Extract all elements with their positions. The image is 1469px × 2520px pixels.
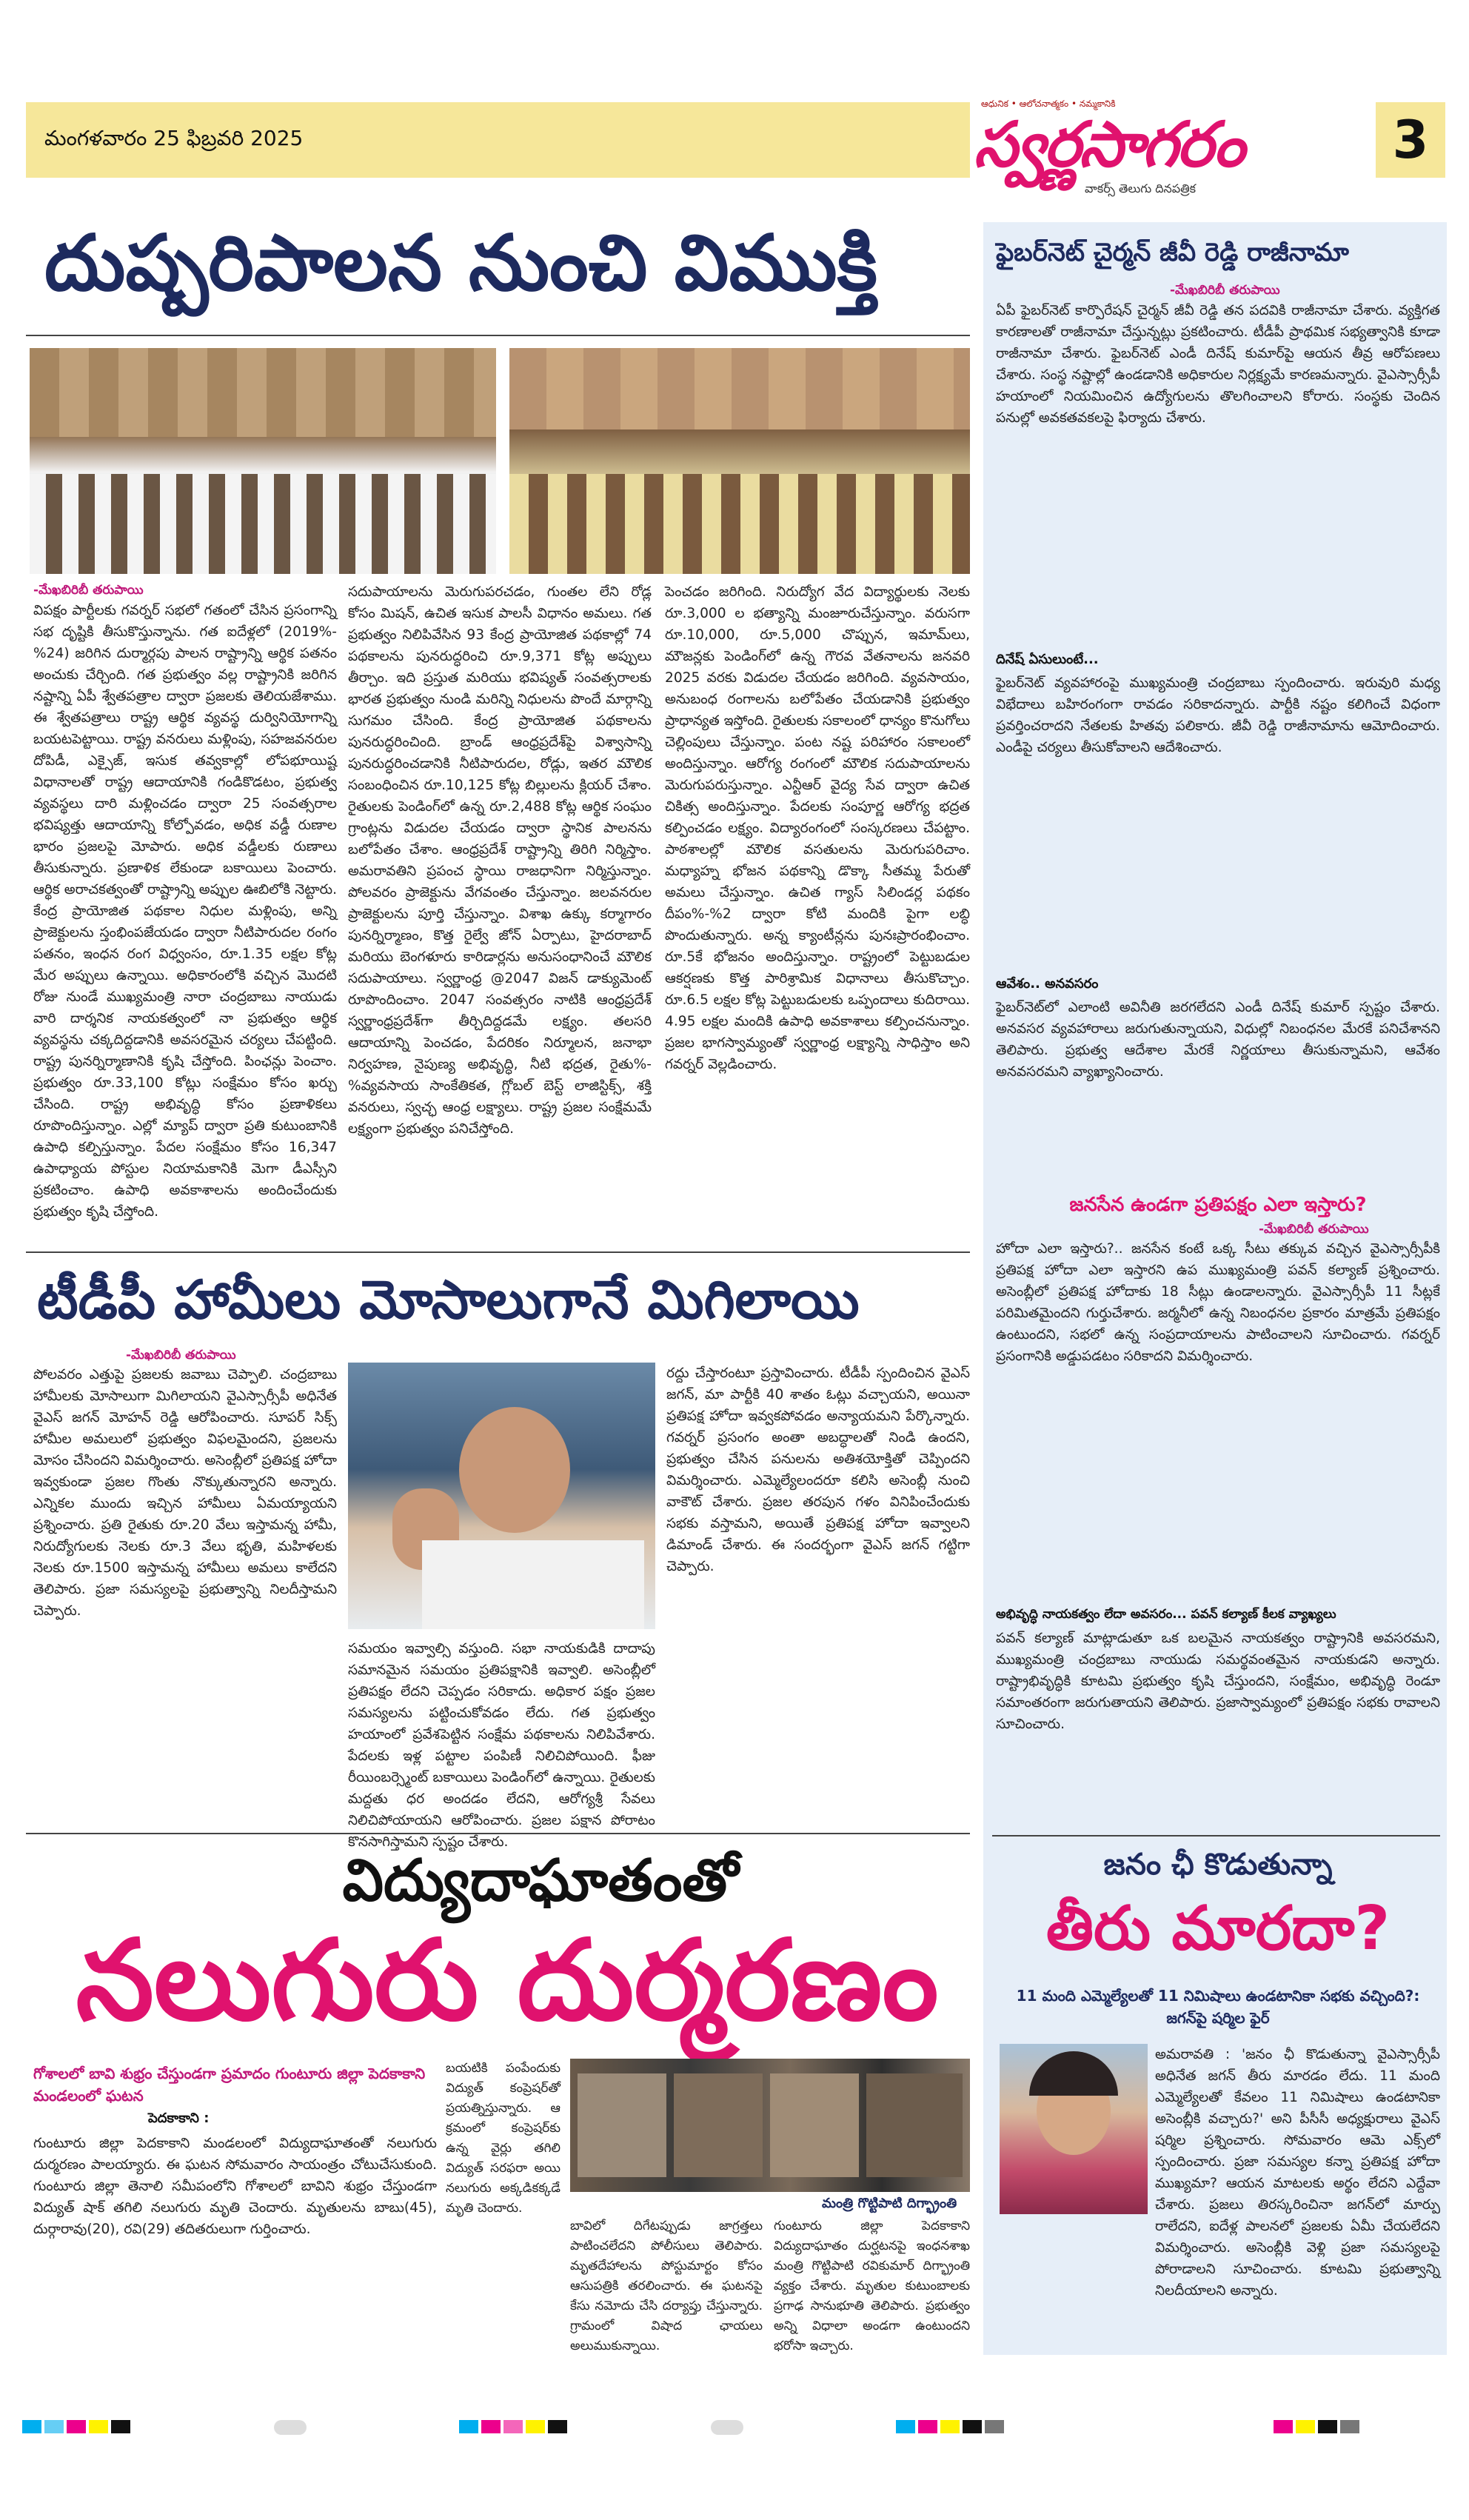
story2-byline: -మేఖబిరిబీ తరుపాయి	[126, 1348, 236, 1363]
assembly-photo-right	[509, 348, 970, 574]
page-number: 3	[1376, 102, 1445, 178]
story3-kicker: గోశాలలో బావి శుభ్రం చేస్తుండగా ప్రమాదం గుంటూరు జిల్లా పెదకాకాని మండలంలో ఘటన	[33, 2065, 426, 2105]
story3-column-2: బయటికి పంపేందుకు విద్యుత్ కంప్రెషర్‌తో ప్రయత్నిస్తున్నారు. ఆ క్రమంలో కంప్రెషర్‌కు ఉన్న వైర్లు తగిలి విద్యుత్ సరఫరా అయి నలుగురు అక్కడికక్కడే మృతి చెందారు.	[446, 2061, 561, 2216]
sidebar-story1-byline: -మేఖబిరిబీ తరుపాయి	[1170, 283, 1280, 298]
sidebar-story1-headline: ఫైబర్‌నెట్ చైర్మన్ జీవీ రెడ్డి రాజీనామా	[996, 238, 1349, 267]
sidebar-story3-headline-big: తీరు మారదా?	[1045, 1894, 1391, 1964]
sidebar-story2-headline: జనసేన ఉండగా ప్రతిపక్షం ఎలా ఇస్తారు?	[1069, 1194, 1367, 1216]
victims-photos	[570, 2059, 970, 2192]
jagan-photo	[348, 1363, 655, 1629]
story2-column-2: సమయం ఇవ్వాల్సి వస్తుంది. సభా నాయకుడికి దాదాపు సమానమైన సమయం ప్రతిపక్షానికి ఇవ్వాలి. అసెంబ్లీలో ప్రతిపక్షం లేదని చెప్పడం సరికాదు. అధికార పక్షం ప్రజల సమస్యలను పట్టించుకోవడం లేదు. గత ప్రభుత్వం హయాంలో ప్రవేశపెట్టిన సంక్షేమ పథకాలను నిలిపివేశారు. పేదలకు ఇళ్ల పట్టాల పంపిణీ నిలిచిపోయింది. ఫీజు రీయింబర్స్మెంట్ బకాయిలు పెండింగ్‌లో ఉన్నాయి. రైతులకు మద్దతు ధర అందడం లేదని, ఆరోగ్యశ్రీ సేవలు నిలిచిపోయాయని ఆరోపించారు. ప్రజల పక్షాన పోరాటం కొనసాగిస్తామని స్పష్టం చేశారు.	[348, 1641, 655, 1850]
story2-headline: టీడీపీ హామీలు మోసాలుగానే మిగిలాయి	[37, 1269, 860, 1331]
sidebar-story1-body: ఏపీ ఫైబర్‌నెట్ కార్పొరేషన్ చైర్మన్ జీవీ రెడ్డి తన పదవికి రాజీనామా చేశారు. వ్యక్తిగత కారణాలతో రాజీనామా చేస్తున్నట్లు ప్రకటించారు. టీడీపీ ప్రాథమిక సభ్యత్వానికి కూడా రాజీనామా చేశారు. ఫైబర్‌నెట్ ఎండీ దినేష్ కుమార్‌పై ఆయన తీవ్ర ఆరోపణలు చేశారు. సంస్థ నష్టాల్లో ఉండడానికి అధికారుల నిర్లక్ష్యమే కారణమన్నారు. వైఎస్సార్సీపీ హయాంలో నియమించిన ఉద్యోగులను తొలగించాలని కోరారు. సంస్థకు చెందిన పనుల్లో అవకతవకలపై ఫిర్యాదు చేశారు.	[996, 303, 1440, 426]
issue-date: మంగళవారం 25 ఫిబ్రవరి 2025	[44, 126, 304, 150]
sidebar-subheading-2: ఆవేశం.. అనవసరం	[996, 976, 1099, 992]
sidebar-story1-body-2: ఫైబర్‌నెట్ వ్యవహారంపై ముఖ్యమంత్రి చంద్రబాబు స్పందించారు. ఇరువురి మధ్య విభేదాలు బహిరంగంగా రావడం సరికాదన్నారు. పార్టీకి నష్టం కలిగించే విధంగా ప్రవర్తించరాదని నేతలకు హితవు పలికారు. జీవీ రెడ్డి రాజీనామాను ఆమోదించారు. ఎండీపై చర్యలు తీసుకోవాలని ఆదేశించారు.	[996, 675, 1440, 755]
divider	[26, 1833, 970, 1834]
story1-byline: -మేఖబిరిబీ తరుపాయి	[33, 583, 144, 598]
masthead-title: స్వర్ణసాగరం	[974, 107, 1244, 181]
story3-column-3: బావిలో దిగేటప్పుడు జాగ్రత్తలు పాటించలేదని పోలీసులు తెలిపారు. మృతదేహాలను పోస్టుమార్టం కోసం ఆసుపత్రికి తరలించారు. ఈ ఘటనపై కేసు నమోదు చేసి దర్యాప్తు చేస్తున్నారు. గ్రామంలో విషాద ఛాయలు అలుముకున్నాయి.	[570, 2219, 763, 2353]
story1-column-3: పెంచడం జరిగింది. నిరుద్యోగ వేద విద్యార్థులకు నెలకు రూ.3,000 ల భత్యాన్ని మంజూరుచేస్తున్నాం. వరుసగా రూ.10,000, రూ.5,000 చొప్పున, ఇమామ్‌లు, మౌజన్లకు పెండింగ్‌లో ఉన్న గౌరవ వేతనాలను జనవరి 2025 వరకు విడుదల చేయడం జరిగింది. వ్యవసాయం, అనుబంధ రంగాలను బలోపేతం చేయడానికి ప్రభుత్వం ప్రాధాన్యత ఇస్తోంది. రైతులకు సకాలంలో ధాన్యం కొనుగోలు చెల్లింపులు చేస్తున్నాం. పంట నష్ట పరిహారం సకాలంలో అందిస్తున్నాం. ఆరోగ్య రంగంలో మౌలిక సదుపాయాలను మెరుగుపరుస్తున్నాం. ఎన్టీఆర్ వైద్య సేవ ద్వారా ఉచిత చికిత్స అందిస్తున్నాం. పేదలకు సంపూర్ణ ఆరోగ్య భద్రత కల్పించడం లక్ష్యం. విద్యారంగంలో సంస్కరణలు చేపట్టాం. పాఠశాలల్లో మౌలిక వసతులను మెరుగుపరిచాం. మధ్యాహ్న భోజన పథకాన్ని డొక్కా సీతమ్మ పేరుతో అమలు చేస్తున్నాం. ఉచిత గ్యాస్ సిలిండర్ల పథకం దీపం%-%2 ద్వారా కోటి మందికి పైగా లబ్ధి పొందుతున్నారు. అన్న క్యాంటీన్లను పునఃప్రారంభించాం. రూ.5కే భోజనం అందిస్తున్నాం. రాష్ట్రంలో పెట్టుబడుల ఆకర్షణకు కొత్త పారిశ్రామిక విధానాలు తీసుకొచ్చాం. రూ.6.5 లక్షల కోట్ల పెట్టుబడులకు ఒప్పందాలు కుదిరాయి. 4.95 లక్షల మందికి ఉపాధి అవకాశాలు కల్పించనున్నాం. ప్రజల భాగస్వామ్యంతో స్వర్ణాంధ్ర లక్ష్యాన్ని సాధిస్తాం అని గవర్నర్ వెల్లడించారు.	[665, 584, 970, 1072]
story1-column-2: సదుపాయాలను మెరుగుపరచడం, గుంతల లేని రోడ్ల కోసం మిషన్, ఉచిత ఇసుక పాలసీ విధానం అమలు. గత ప్రభుత్వం నిలిపివేసిన 93 కేంద్ర ప్రాయోజిత పథకాల్లో 74 పథకాలను పునరుద్ధరించి రూ.9,371 కోట్ల అప్పులు తీర్చాం. ఇది ప్రస్తుత మరియు భవిష్యత్ సంవత్సరాలకు భారత ప్రభుత్వం నుండి మరిన్ని నిధులను పొందే మార్గాన్ని సుగమం చేసింది. కేంద్ర ప్రాయోజిత పథకాలను పునరుద్ధరించింది. బ్రాండ్ ఆంధ్రప్రదేశ్‌పై విశ్వాసాన్ని పునరుద్ధరించడానికి నీటిపారుదల, రోడ్లు, ఇతర మౌలిక సంబంధించిన రూ.10,125 కోట్ల బిల్లులను క్లియర్ చేశాం. రైతులకు పెండింగ్‌లో ఉన్న రూ.2,488 కోట్ల ఆర్థిక సంఘం గ్రాంట్లను విడుదల చేయడం ద్వారా స్థానిక పాలనను బలోపేతం చేశాం. ఆంధ్రప్రదేశ్ రాష్ట్రాన్ని తిరిగి నిర్మిస్తాం. అమరావతిని ప్రపంచ స్థాయి రాజధానిగా నిర్మిస్తున్నాం. పోలవరం ప్రాజెక్టును వేగవంతం చేస్తున్నాం. జలవనరుల ప్రాజెక్టులను పూర్తి చేస్తున్నాం. విశాఖ ఉక్కు కర్మాగారం పునర్నిర్మాణం, కొత్త రైల్వే జోన్ ఏర్పాటు, హైదరాబాద్ మరియు బెంగళూరు కారిడార్లను అనుసంధానించే మౌలిక సదుపాయాలు. స్వర్ణాంధ్ర @2047 విజన్ డాక్యుమెంట్ రూపొందించాం. 2047 సంవత్సరం నాటికి ఆంధ్రప్రదేశ్ స్వర్ణాంధ్రప్రదేశ్‌గా తీర్చిదిద్దడమే లక్ష్యం. తలసరి ఆదాయాన్ని పెంచడం, పేదరికం నిర్మూలన, జనాభా నిర్వహణ, నైపుణ్య అభివృద్ధి, నీటి భద్రత, రైతు%-%వ్యవసాయ సాంకేతికత, గ్లోబల్ బెస్ట్ లాజిస్టిక్స్, శక్తి వనరులు, స్వచ్ఛ ఆంధ్ర లక్ష్యాలు. రాష్ట్ర ప్రజల సంక్షేమమే లక్ష్యంగా ప్రభుత్వం పనిచేస్తోంది.	[348, 584, 652, 1137]
masthead-topline: ఆధునిక • ఆలోచనాత్మకం • నమ్మకానికి	[981, 98, 1116, 109]
story3-column-4: గుంటూరు జిల్లా పెదకాకాని విద్యుదాఘాతం దుర్ఘటనపై ఇంధనశాఖ మంత్రి గొట్టిపాటి రవికుమార్ దిగ్భ్రాంతి వ్యక్తం చేశారు. మృతుల కుటుంబాలకు ప్రగాఢ సానుభూతి తెలిపారు. ప్రభుత్వం అన్ని విధాలా అండగా ఉంటుందని భరోసా ఇచ్చారు.	[774, 2219, 970, 2353]
masthead	[974, 107, 1322, 196]
sidebar-story2-body-2: పవన్ కల్యాణ్ మాట్లాడుతూ ఒక బలమైన నాయకత్వం రాష్ట్రానికి అవసరమని, ముఖ్యమంత్రి చంద్రబాబు నాయుడు సమర్థవంతమైన నాయకుడని అన్నారు. రాష్ట్రాభివృద్ధికి కూటమి ప్రభుత్వం కృషి చేస్తుందని, సంక్షేమం, అభివృద్ధి రెండూ సమాంతరంగా జరుగుతాయని తెలిపారు. ప్రజాస్వామ్యంలో ప్రతిపక్షం సభకు రావాలని సూచించారు.	[996, 1631, 1440, 1732]
color-registration-strip-left	[22, 2420, 133, 2436]
registration-mark	[274, 2420, 307, 2435]
sidebar-story3-body: అమరావతి : 'జనం ఛీ కొడుతున్నా వైఎస్సార్సీపీ అధినేత జగన్ తీరు మారడం లేదు. 11 మంది ఎమ్మెల్యేలతో కేవలం 11 నిమిషాలు ఉండటానికా అసెంబ్లీకి వచ్చారు?' అని పీసీసీ అధ్యక్షురాలు వైఎస్ షర్మిల ప్రశ్నించారు. సోమవారం ఆమె ఎక్స్‌లో స్పందించారు. ప్రజా సమస్యల కన్నా ప్రతిపక్ష హోదా ముఖ్యమా? ఆయన మాటలకు అర్థం లేదని ఎద్దేవా చేశారు. ప్రజలు తిరస్కరించినా జగన్‌లో మార్పు రాలేదని, ఐదేళ్ల పాలనలో ప్రజలకు ఏమీ చేయలేదని విమర్శించారు. అసెంబ్లీకి వెళ్లి ప్రజా సమస్యలపై పోరాడాలని సూచించారు. కూటమి ప్రభుత్వాన్ని నిలదీయాలని అన్నారు.	[1155, 2047, 1440, 2299]
sidebar-subheading-1: దినేష్ ఏసులుంటే...	[996, 652, 1099, 667]
sidebar-story3-deck: 11 మంది ఎమ్మెల్యేలతో 11 నిమిషాలు ఉండటానికా సభకు వచ్చింది?: జగన్‌పై షర్మిల ఫైర్	[1016, 1987, 1420, 2027]
story3-photo-caption: మంత్రి గొట్టిపాటి దిగ్భ్రాంతి	[822, 2196, 957, 2211]
sidebar-story2-body: హోదా ఎలా ఇస్తారు?.. జనసేన కంటే ఒక్క సీటు తక్కువ వచ్చిన వైఎస్సార్సీపీకి ప్రతిపక్ష హోదా ఎలా ఇస్తారని ఉప ముఖ్యమంత్రి పవన్ కల్యాణ్ ప్రశ్నించారు. అసెంబ్లీలో ప్రతిపక్ష హోదాకు 18 సీట్లు ఉండాలన్నారు. వైఎస్సార్సీపీ 11 సీట్లకే పరిమితమైందని గుర్తుచేశారు. జర్మనీలో ఉన్న నిబంధనల ప్రకారం మాత్రమే ప్రతిపక్షం ఉంటుందని, సభలో ఉన్న సంప్రదాయాలను పాటించాలని సూచించారు. గవర్నర్ ప్రసంగానికి అడ్డుపడటం సరికాదని విమర్శించారు.	[996, 1241, 1440, 1364]
color-registration-strip-right	[896, 2420, 1007, 2436]
story1-column-1: విపక్షం పార్టీలకు గవర్నర్ సభలో గతంలో చేసిన ప్రసంగాన్ని సభ దృష్టికి తీసుకొస్తున్నాను. గత ఐదేళ్లలో (2019%-%24) జరిగిన దుర్మార్గపు పాలన రాష్ట్రాన్ని ఆర్థిక పతనం అంచుకు చేర్చింది. గత ప్రభుత్వం వల్ల రాష్ట్రానికి జరిగిన నష్టాన్ని ఏపీ శ్వేతపత్రాల ద్వారా ప్రజలకు తెలియజేశాము. ఈ శ్వేతపత్రాలు రాష్ట్ర ఆర్థిక వ్యవస్థ దుర్వినియోగాన్ని బయటపెట్టాయి. రాష్ట్ర వనరులు మళ్లింపు, సహజవనరుల దోపిడీ, ఎక్సైజ్, ఇసుక తవ్వకాల్లో లోపభూయిష్ట విధానాలతో రాష్ట్ర ఆదాయానికి గండికొడటం, ప్రభుత్వ వ్యవస్థలు దారి మళ్లించడం ద్వారా 25 సంవత్సరాల భవిష్యత్తు ఆదాయాన్ని కోల్పోవడం, అధిక వడ్డీ రుణాల భారం ప్రజలపై మోపారు. అధిక వడ్డీలకు రుణాలు తీసుకున్నారు. ప్రణాళిక లేకుండా బకాయిలు పెంచారు. ఆర్థిక అరాచకత్వంతో రాష్ట్రాన్ని అప్పుల ఊబిలోకి నెట్టారు. కేంద్ర ప్రాయోజిత పథకాల నిధుల మళ్లింపు, అన్ని ప్రాజెక్టులను స్తంభింపజేయడం ద్వారా నీటిపారుదల రంగం పతనం, ఇంధన రంగ విధ్వంసం, రూ.1.35 లక్షల కోట్ల మేర అప్పులు ఉన్నాయి. అధికారంలోకి వచ్చిన మొదటి రోజు నుండే ముఖ్యమంత్రి నారా చంద్రబాబు నాయుడు వారి దార్శనిక నాయకత్వంలో నా ప్రభుత్వం ఆర్థిక వ్యవస్థను చక్కదిద్దడానికి అవసరమైన చర్యలు చేపట్టింది. రాష్ట్ర పునర్నిర్మాణానికి కృషి చేస్తోంది. పింఛన్లు పెంచాం. ప్రభుత్వం రూ.33,100 కోట్లు సంక్షేమం కోసం ఖర్చు చేసింది. రాష్ట్ర అభివృద్ధి కోసం ప్రణాళికలు రూపొందిస్తున్నాం. ఎల్లో మ్యాప్ ద్వారా ప్రతి కుటుంబానికి ఉపాధి కల్పిస్తున్నాం. పేదల సంక్షేమం కోసం 16,347 ఉపాధ్యాయ పోస్టుల నియామకానికి మెగా డీఎస్సీని ప్రకటించాం. ఉపాధి అవకాశాలను అందించేందుకు ప్రభుత్వం కృషి చేస్తోంది.	[33, 603, 337, 1220]
story3-headline-big: నలుగురు దుర్మరణం	[76, 1916, 939, 2045]
assembly-photo-left	[30, 348, 496, 574]
divider	[26, 335, 970, 336]
color-registration-strip-center	[459, 2420, 570, 2436]
story3-column-1: గుంటూరు జిల్లా పెదకాకాని మండలంలో విద్యుదాఘాతంతో నలుగురు దుర్మరణం పాలయ్యారు. ఈ ఘటన సోమవారం సాయంత్రం చోటుచేసుకుంది. గుంటూరు జిల్లా తెనాలి సమీపంలోని గోశాలలో బావిని శుభ్రం చేస్తుండగా విద్యుత్ షాక్ తగిలి నలుగురు మృతి చెందారు. మృతులను బాబు(45), దుర్గారావు(20), రవి(29) తదితరులుగా గుర్తించారు.	[33, 2136, 437, 2237]
divider	[992, 1835, 1440, 1836]
masthead-tagline: వాకర్స్ తెలుగు దినపత్రిక	[1085, 181, 1197, 195]
story1-headline: దుష్పరిపాలన నుంచి విముక్తి	[44, 218, 877, 308]
sharmila-photo	[1000, 2044, 1148, 2214]
story3-headline-small: విద్యుదాఘాతంతో	[342, 1848, 739, 1914]
divider	[26, 1251, 970, 1253]
story2-column-3: రద్దు చేస్తారంటూ ప్రస్తావించారు. టీడీపీ స్పందించిన వైఎస్ జగన్, మా పార్టీకి 40 శాతం ఓట్లు వచ్చాయని, అయినా ప్రతిపక్ష హోదా ఇవ్వకపోవడం అన్యాయమని పేర్కొన్నారు. గవర్నర్ ప్రసంగం అంతా అబద్ధాలతో నిండి ఉందని, ప్రభుత్వం చేసిన పనులను అతిశయోక్తితో చెప్పిందని విమర్శించారు. ఎమ్మెల్యేలందరూ కలిసి అసెంబ్లీ నుంచి వాకౌట్ చేశారు. ప్రజల తరపున గళం వినిపించేందుకు సభకు వస్తామని, అయితే ప్రతిపక్ష హోదా ఇవ్వాలని డిమాండ్ చేశారు. ఈ సందర్భంగా వైఎస్ జగన్ గట్టిగా చెప్పారు.	[666, 1366, 970, 1574]
story3-byline: పెదకాకాని :	[148, 2110, 210, 2126]
sidebar-story2-byline: -మేఖబిరిబీ తరుపాయి	[1259, 1222, 1369, 1237]
color-registration-strip-far-right	[1274, 2420, 1362, 2436]
story2-column-1: పోలవరం ఎత్తుపై ప్రజలకు జవాబు చెప్పాలి. చంద్రబాబు హామీలకు మోసాలుగా మిగిలాయని వైఎస్సార్సీపీ అధినేత వైఎస్ జగన్ మోహన్ రెడ్డి ఆరోపించారు. సూపర్ సిక్స్ హామీల అమలులో ప్రభుత్వం విఫలమైందని, ప్రజలను మోసం చేసిందని విమర్శించారు. అసెంబ్లీలో ప్రతిపక్ష హోదా ఇవ్వకుండా ప్రజల గొంతు నొక్కుతున్నారని అన్నారు. ఎన్నికల ముందు ఇచ్చిన హామీలు ఏమయ్యాయని ప్రశ్నించారు. ప్రతి రైతుకు రూ.20 వేలు ఇస్తామన్న హామీ, నిరుద్యోగులకు నెలకు రూ.3 వేలు భృతి, మహిళలకు నెలకు రూ.1500 ఇస్తామన్న హామీలు అమలు కాలేదని తెలిపారు. ప్రజా సమస్యలపై ప్రభుత్వాన్ని నిలదీస్తామని చెప్పారు.	[33, 1367, 337, 1619]
sidebar-story3-headline-small: జనం ఛీ కొడుతున్నా	[1103, 1848, 1333, 1882]
sidebar-subheading-3: అభివృద్ధి నాయకత్వం లేదా అవసరం... పవన్ కల్యాణ్ కీలక వ్యాఖ్యలు	[996, 1607, 1336, 1622]
registration-mark	[711, 2420, 743, 2435]
sidebar-story1-body-3: ఫైబర్‌నెట్‌లో ఎలాంటి అవినీతి జరగలేదని ఎండీ దినేష్ కుమార్ స్పష్టం చేశారు. అనవసర వ్యవహారాలు జరుగుతున్నాయని, విధుల్లో నిబంధనల మేరకే పనిచేశానని తెలిపారు. ప్రభుత్వ ఆదేశాల మేరకే నిర్ణయాలు తీసుకున్నామని, ఆవేశం అనవసరమని వ్యాఖ్యానించారు.	[996, 1000, 1440, 1080]
